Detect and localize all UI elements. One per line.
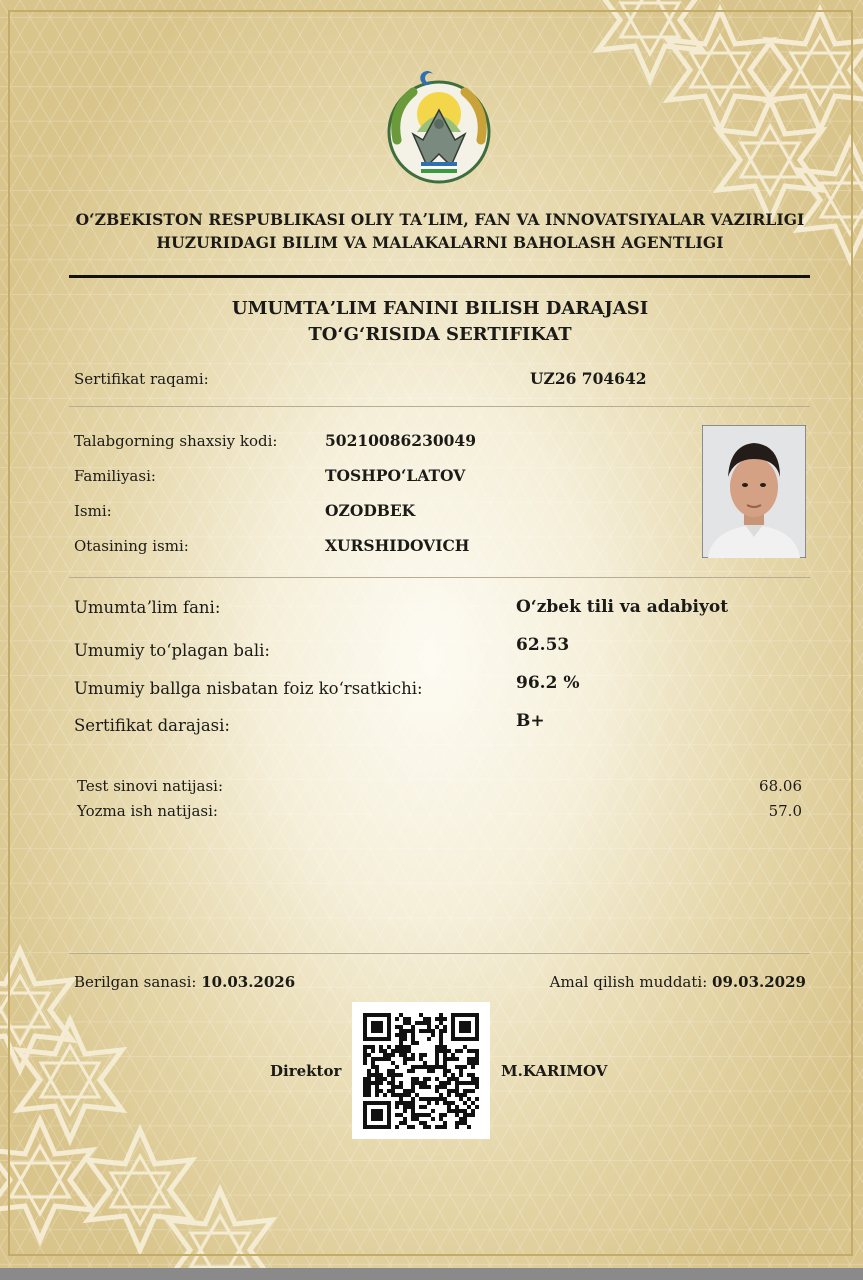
test-result-value: 68.06 [759,777,802,795]
ministry-line-2: HUZURIDAGI BILIM VA MALAKALARNI BAHOLASH AGENTLIGI [156,233,724,252]
validity-date [480,973,806,991]
bottom-bar [0,1268,863,1280]
qr-code-icon [363,1013,479,1129]
patronymic-label: Otasining ismi: [74,537,189,555]
certificate-number-value: UZ26 704642 [530,369,647,388]
percentage-value: 96.2 % [516,673,580,693]
certificate-title-line-2: TOʻGʻRISIDA SERTIFIKAT [308,324,572,345]
validity-date-value: 09.03.2029 [712,973,806,991]
certificate-number-label: Sertifikat raqami: [74,370,209,388]
first-name-value: OZODBEK [325,501,416,520]
director-name: M.KARIMOV [501,1062,608,1080]
state-emblem-icon [383,70,496,185]
certificate-level-label: Sertifikat darajasi: [74,716,230,735]
applicant-photo [702,425,806,558]
total-score-value: 62.53 [516,635,570,655]
divider [69,953,810,954]
divider [69,406,810,407]
subject-label: Umumtaʼlim fani: [74,598,221,617]
total-score-label: Umumiy toʻplagan bali: [74,641,270,660]
divider [69,577,810,578]
surname-label: Familiyasi: [74,467,156,485]
header-divider [69,275,810,278]
personal-code-value: 50210086230049 [325,431,476,450]
surname-value: TOSHPOʻLATOV [325,466,466,485]
issue-date [74,973,295,991]
qr-code[interactable] [352,1002,490,1139]
personal-code-label: Talabgorning shaxsiy kodi: [74,432,278,450]
issue-date-value: 10.03.2026 [201,973,296,991]
test-result-label: Test sinovi natijasi: [77,777,224,795]
patronymic-value: XURSHIDOVICH [325,536,470,555]
percentage-label: Umumiy ballga nisbatan foiz koʻrsatkichi: [74,679,423,698]
director-title: Direktor [270,1062,342,1080]
written-result-value: 57.0 [768,802,802,820]
issue-date-label: Berilgan sanasi: [74,973,197,991]
validity-date-label: Amal qilish muddati: [549,973,708,991]
certificate-title-line-1: UMUMTAʼLIM FANINI BILISH DARAJASI [231,298,649,319]
subject-value: Oʻzbek tili va adabiyot [516,597,729,617]
certificate-level-value: B+ [516,711,545,731]
first-name-label: Ismi: [74,502,112,520]
written-result-label: Yozma ish natijasi: [77,802,218,820]
ministry-line-1: OʻZBEKISTON RESPUBLIKASI OLIY TAʼLIM, FAN VA INNOVATSIYALAR VAZIRLIGI [75,210,805,229]
